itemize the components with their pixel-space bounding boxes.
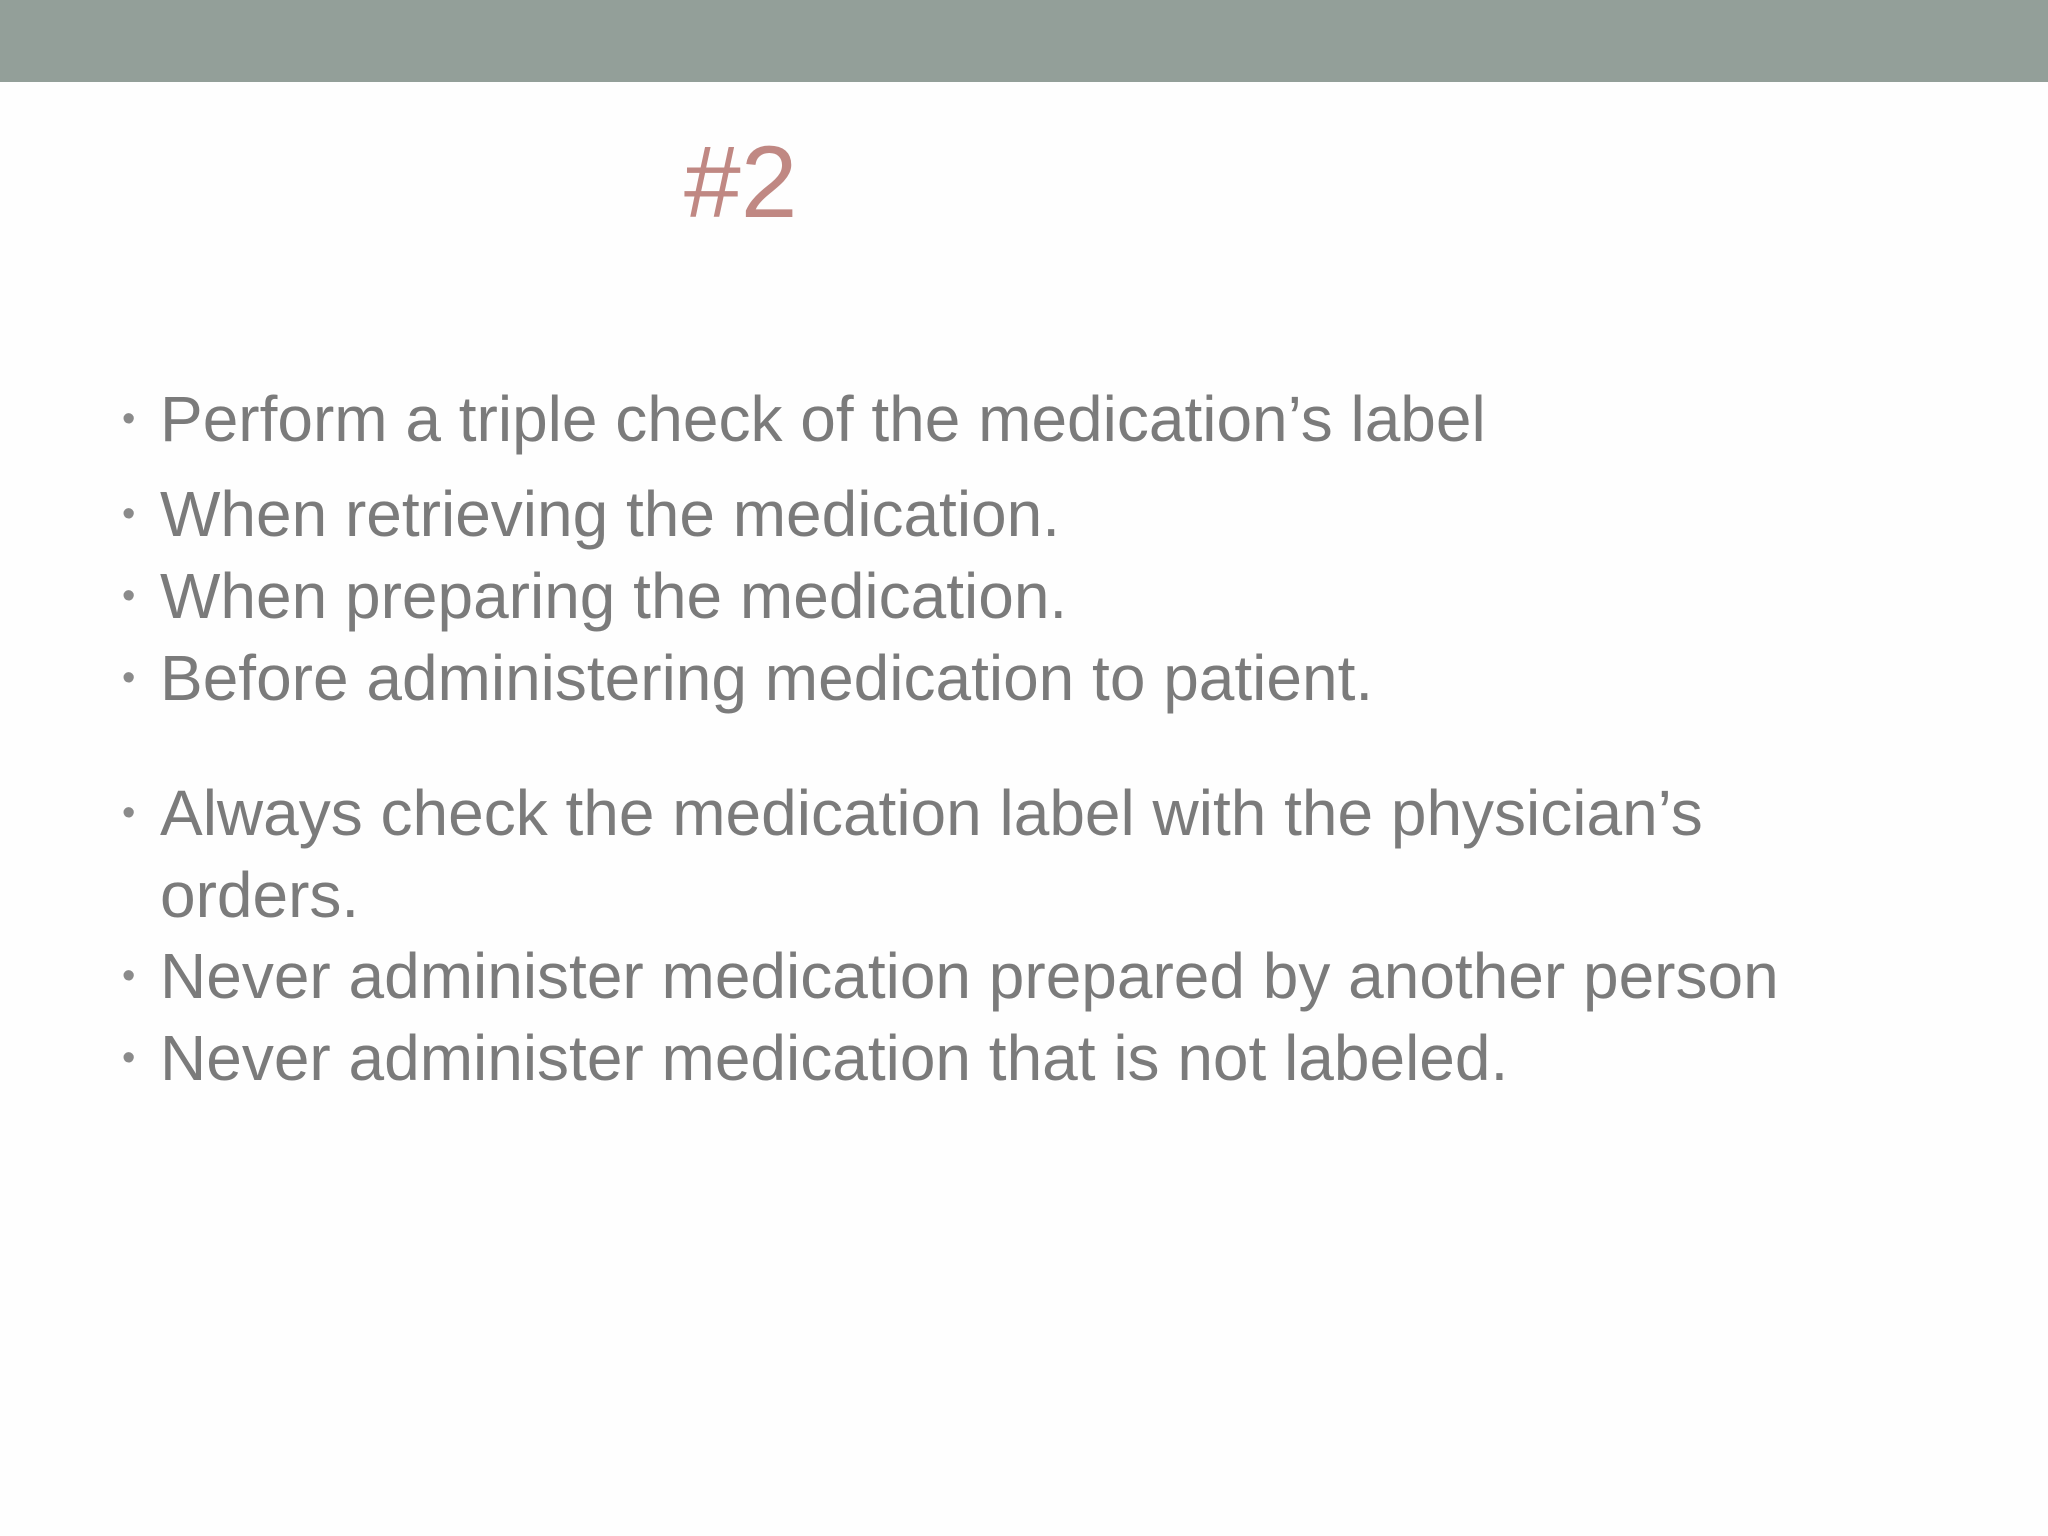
bullet-icon: •	[122, 398, 136, 440]
bullet-icon: •	[122, 657, 136, 699]
bullet-icon: •	[122, 493, 136, 535]
list-item-text: Always check the medication label with the physician’s orders.	[160, 777, 1703, 931]
list-item-text: Perform a triple check of the medication’s label	[160, 383, 1486, 455]
list-item-text: When preparing the medication.	[160, 560, 1068, 632]
list-item-text: Never administer medication that is not labeled.	[160, 1022, 1509, 1094]
bullet-icon: •	[122, 792, 136, 834]
list-item-text: Never administer medication prepared by another person	[160, 940, 1779, 1012]
bullet-icon: •	[122, 575, 136, 617]
bullet-icon: •	[122, 955, 136, 997]
list-item-text: When retrieving the medication.	[160, 478, 1060, 550]
bullet-icon: •	[122, 1037, 136, 1079]
list-item-text: Before administering medication to patient.	[160, 642, 1374, 714]
slide-header-bar	[0, 0, 2048, 82]
slide-title: #2	[684, 125, 798, 239]
